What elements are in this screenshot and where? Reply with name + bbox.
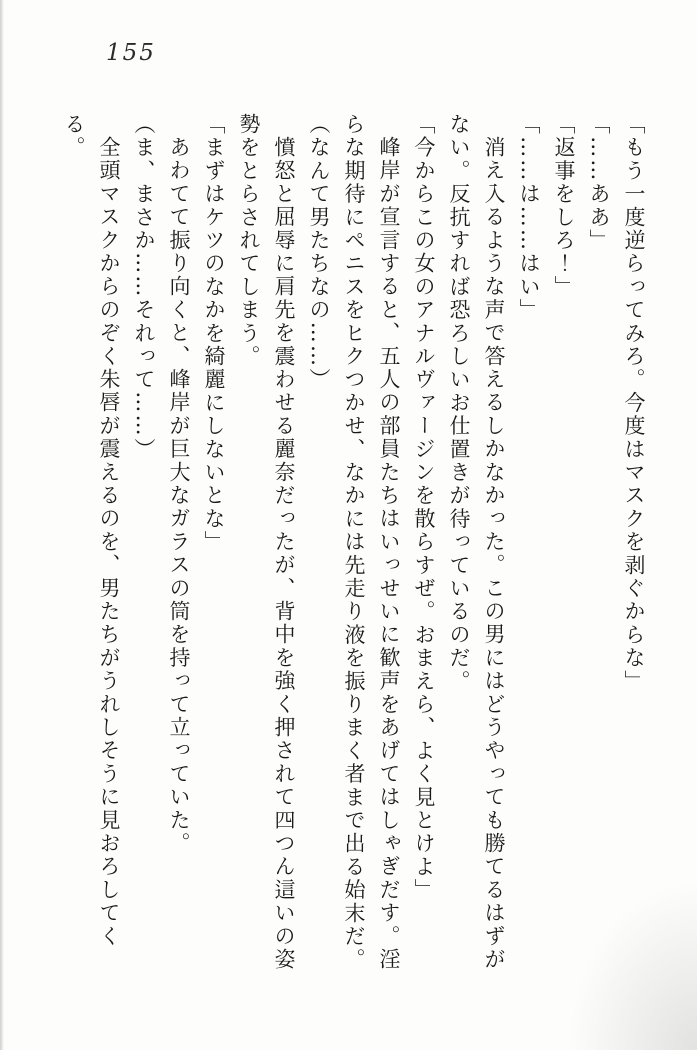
paragraph-7: 峰岸が宣言すると、五人の部員たちはいっせいに歓声をあげてはしゃぎだす。淫らな期待にペニスをヒクつかせ、なかには先走り液を振りまく者まで出る始末だ。 <box>342 113 401 972</box>
paragraph-2: 「……ああ」 <box>587 113 611 253</box>
paragraph-3: 「返事をしろ！」 <box>552 113 576 299</box>
paragraph-1: 「もう一度逆らってみろ。今度はマスクを剥ぐからな」 <box>622 113 646 693</box>
paragraph-13: 全頭マスクからのぞく朱唇が震えるのを、男たちがうれしそうに見おろしてくる。 <box>62 113 121 948</box>
scan-left-edge-artifact <box>0 0 4 1050</box>
paragraph-12: （ま、まさか……それって……） <box>132 113 156 461</box>
paragraph-11: あわてて振り向くと、峰岸が巨大なガラスの筒を持って立っていた。 <box>167 136 191 856</box>
text-block <box>56 113 651 991</box>
paragraph-10: 「まずはケツのなかを綺麗にしないとな」 <box>202 113 226 554</box>
paragraph-8: （なんて男たちなの……） <box>307 113 331 392</box>
page-number: 155 <box>106 40 156 66</box>
paragraph-4: 「……は……はい」 <box>517 113 541 322</box>
paragraph-6: 「今からこの女のアナルヴァージンを散らすぜ。おまえら、よく見とけよ」 <box>412 113 436 902</box>
paragraph-9: 憤怒と屈辱に肩先を震わせる麗奈だったが、背中を強く押されて四つん這いの姿勢をとらされてしまう。 <box>237 113 296 972</box>
paragraph-5: 消え入るような声で答えるしかなかった。この男にはどうやっても勝てるはずがない。反抗すれば恐ろしいお仕置きが待っているのだ。 <box>447 113 506 972</box>
